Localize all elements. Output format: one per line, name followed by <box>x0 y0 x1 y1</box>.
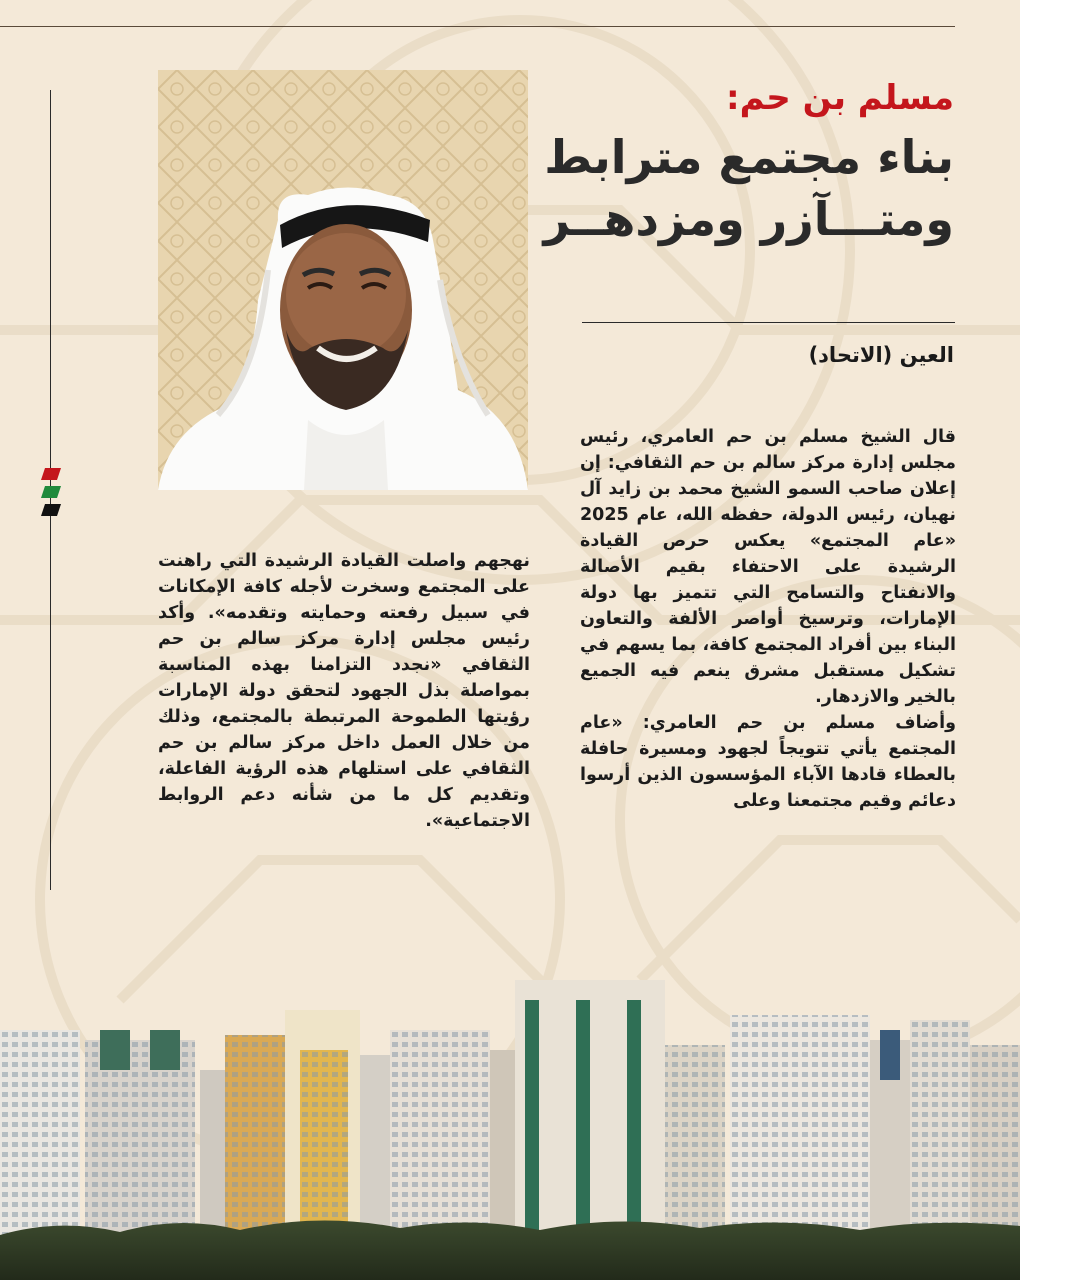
city-skyline-photo <box>0 960 1020 1280</box>
headline-kicker: مسلم بن حم: <box>726 78 954 118</box>
page-margin <box>1020 0 1070 1280</box>
section-rule <box>582 322 955 323</box>
byline: العين (الاتحاد) <box>808 343 954 367</box>
top-rule <box>0 26 955 27</box>
uae-flag-icon <box>40 466 62 522</box>
body-paragraph: وأضاف مسلم بن حم العامري: «عام المجتمع يأتي تتويجاً لجهود ومسيرة حافلة بالعطاء قادها الآباء المؤسسون الذين أرسوا دعائم وقيم مجتمعنا وعلى <box>580 713 956 811</box>
headline <box>514 126 954 250</box>
headline-line-1: بناء مجتمع مترابط <box>544 130 954 184</box>
body-paragraph: قال الشيخ مسلم بن حم العامري، رئيس مجلس إدارة مركز سالم بن حم الثقافي: إن إعلان صاحب السمو الشيخ محمد بن زايد آل نهيان، رئيس الدولة، حفظه الله، عام 2025 «عام المجتمع» يعكس حرص القيادة الرشيدة على الاحتفاء بقيم الأصالة والانفتاح والتسامح التي تتميز بها دولة الإمارات، وترسيخ أواصر الألفة والتعاون البناء بين أفراد المجتمع كافة، بما يسهم في تشكيل مستقبل مشرق ينعم فيه الجميع بالخير والازدهار. <box>580 427 956 707</box>
body-column-left <box>158 548 530 834</box>
portrait-photo <box>158 70 528 490</box>
headline-line-2: ومتـــآزر ومزدهــر <box>543 192 954 246</box>
body-paragraph: نهجهم واصلت القيادة الرشيدة التي راهنت على المجتمع وسخرت لأجله كافة الإمكانات في سبيل رفعته وحمايته وتقدمه». وأكد رئيس مجلس إدارة مركز سالم بن حم الثقافي «نجدد التزامنا بهذه المناسبة بمواصلة بذل الجهود لتحقق دولة الإمارات رؤيتها الطموحة المرتبطة بالمجتمع، وذلك من خلال العمل داخل مركز سالم بن حم الثقافي على استلهام هذه الرؤية الفاعلة، وتقديم كل ما من شأنه دعم الروابط الاجتماعية». <box>158 551 530 831</box>
body-column-right <box>580 424 956 814</box>
